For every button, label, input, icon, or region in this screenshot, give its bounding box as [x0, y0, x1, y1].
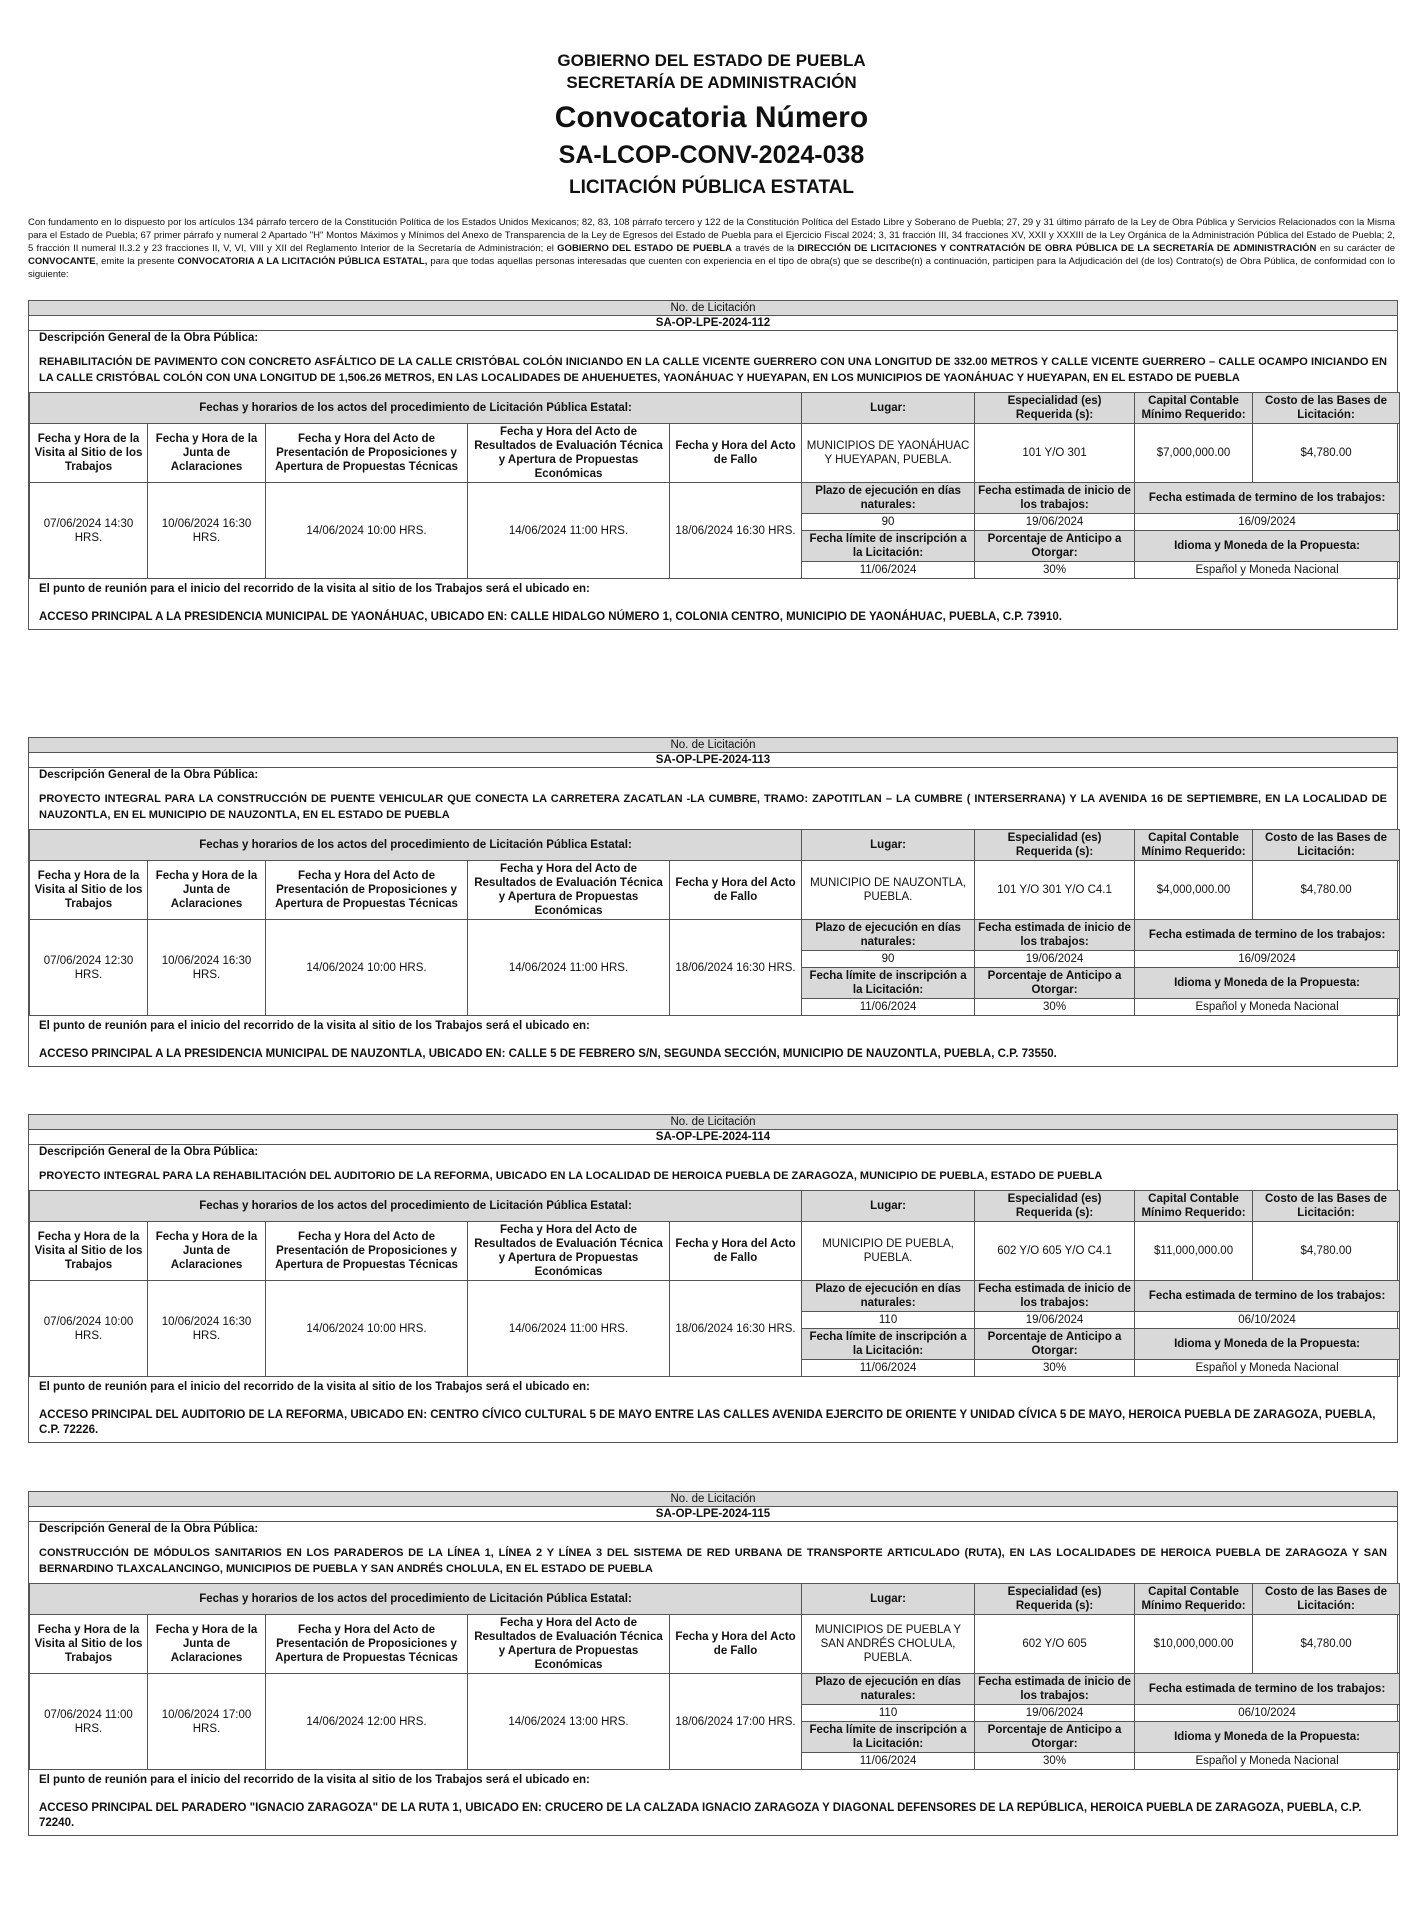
especialidad-header: Especialidad (es) Requerida (s): [975, 393, 1135, 424]
junta-header: Fecha y Hora de la Junta de Aclaraciones [148, 1222, 266, 1281]
fallo-header: Fecha y Hora del Acto de Fallo [670, 1222, 802, 1281]
presentacion-value: 14/06/2024 10:00 HRS. [266, 483, 468, 579]
fechas-horarios-header: Fechas y horarios de los actos del procedimiento de Licitación Pública Estatal: [30, 393, 802, 424]
intro-bold: CONVOCANTE [28, 256, 96, 267]
descripcion-label: Descripción General de la Obra Pública: [39, 332, 259, 344]
resultados-value: 14/06/2024 11:00 HRS. [468, 1281, 670, 1377]
no-licitacion-label: No. de Licitación [29, 1115, 1397, 1130]
termino-value: 06/10/2024 [1135, 1705, 1400, 1722]
idioma-value: Español y Moneda Nacional [1135, 562, 1400, 579]
intro-bold: GOBIERNO DEL ESTADO DE PUEBLA [557, 243, 732, 254]
anticipo-value: 30% [975, 1360, 1135, 1377]
idioma-header: Idioma y Moneda de la Propuesta: [1135, 968, 1400, 999]
presentacion-header: Fecha y Hora del Acto de Presentación de Proposiciones y Apertura de Propuestas Técnicas [266, 1615, 468, 1674]
plazo-header: Plazo de ejecución en días naturales: [802, 1674, 975, 1705]
intro-text: a través de la [731, 243, 798, 254]
inicio-value: 19/06/2024 [975, 951, 1135, 968]
anticipo-value: 30% [975, 562, 1135, 579]
no-licitacion-label: No. de Licitación [29, 1492, 1397, 1507]
licitacion-block [28, 1491, 1398, 1836]
plazo-value: 110 [802, 1312, 975, 1329]
convocatoria-number: SA-LCOP-CONV-2024-038 [558, 141, 865, 169]
anticipo-header: Porcentaje de Anticipo a Otorgar: [975, 968, 1135, 999]
resultados-header: Fecha y Hora del Acto de Resultados de Evaluación Técnica y Apertura de Propuestas Económicas [468, 1222, 670, 1281]
inicio-value: 19/06/2024 [975, 1312, 1135, 1329]
plazo-header: Plazo de ejecución en días naturales: [802, 483, 975, 514]
inicio-value: 19/06/2024 [975, 1705, 1135, 1722]
resultados-value: 14/06/2024 11:00 HRS. [468, 920, 670, 1016]
inicio-header: Fecha estimada de inicio de los trabajos: [975, 1674, 1135, 1705]
inscripcion-header: Fecha límite de inscripción a la Licitación: [802, 1722, 975, 1753]
descripcion-text: PROYECTO INTEGRAL PARA LA CONSTRUCCIÓN DE PUENTE VEHICULAR QUE CONECTA LA CARRETERA ZACATLAN -LA CUMBRE, TRAMO: ZAPOTITLAN – LA CUMBRE ( INTERSERRANA) Y LA AVENIDA 16 DE SEPTIEMBRE, EN LA LOCALIDAD DE NAUZONTLA, EN EL MUNICIPIO DE NAUZONTLA, EN EL ESTADO DE PUEBLA [39, 793, 1387, 821]
inicio-value: 19/06/2024 [975, 514, 1135, 531]
resultados-value: 14/06/2024 13:00 HRS. [468, 1674, 670, 1770]
costo-header: Costo de las Bases de Licitación: [1253, 393, 1400, 424]
anticipo-header: Porcentaje de Anticipo a Otorgar: [975, 1722, 1135, 1753]
inicio-header: Fecha estimada de inicio de los trabajos: [975, 483, 1135, 514]
intro-text: , emite la presente [95, 256, 178, 267]
lugar-value: MUNICIPIO DE NAUZONTLA, PUEBLA. [802, 861, 975, 920]
especialidad-header: Especialidad (es) Requerida (s): [975, 1191, 1135, 1222]
inscripcion-value: 11/06/2024 [802, 1753, 975, 1770]
fechas-horarios-header: Fechas y horarios de los actos del procedimiento de Licitación Pública Estatal: [30, 830, 802, 861]
fallo-header: Fecha y Hora del Acto de Fallo [670, 424, 802, 483]
costo-value: $4,780.00 [1253, 424, 1400, 483]
idioma-value: Español y Moneda Nacional [1135, 999, 1400, 1016]
plazo-value: 110 [802, 1705, 975, 1722]
plazo-value: 90 [802, 951, 975, 968]
anticipo-header: Porcentaje de Anticipo a Otorgar: [975, 531, 1135, 562]
costo-value: $4,780.00 [1253, 861, 1400, 920]
presentacion-header: Fecha y Hora del Acto de Presentación de Proposiciones y Apertura de Propuestas Técnicas [266, 861, 468, 920]
resultados-header: Fecha y Hora del Acto de Resultados de Evaluación Técnica y Apertura de Propuestas Económicas [468, 424, 670, 483]
junta-value: 10/06/2024 16:30 HRS. [148, 483, 266, 579]
visita-header: Fecha y Hora de la Visita al Sitio de los Trabajos [30, 861, 148, 920]
lugar-value: MUNICIPIOS DE YAONÁHUAC Y HUEYAPAN, PUEBLA. [802, 424, 975, 483]
especialidad-value: 101 Y/O 301 [975, 424, 1135, 483]
lugar-header: Lugar: [802, 830, 975, 861]
no-licitacion-label: No. de Licitación [29, 301, 1397, 316]
reunion-label: El punto de reunión para el inicio del recorrido de la visita al sitio de los Trabajos será el ubicado en: [39, 1774, 590, 1786]
junta-header: Fecha y Hora de la Junta de Aclaraciones [148, 861, 266, 920]
inscripcion-header: Fecha límite de inscripción a la Licitación: [802, 968, 975, 999]
termino-header: Fecha estimada de termino de los trabajos: [1135, 1281, 1400, 1312]
acts-table [29, 829, 1400, 1016]
capital-value: $10,000,000.00 [1135, 1615, 1253, 1674]
junta-value: 10/06/2024 16:30 HRS. [148, 1281, 266, 1377]
plazo-header: Plazo de ejecución en días naturales: [802, 1281, 975, 1312]
licitacion-number: SA-OP-LPE-2024-114 [29, 1130, 1397, 1145]
anticipo-header: Porcentaje de Anticipo a Otorgar: [975, 1329, 1135, 1360]
anticipo-value: 30% [975, 1753, 1135, 1770]
reunion-label: El punto de reunión para el inicio del recorrido de la visita al sitio de los Trabajos será el ubicado en: [39, 1381, 590, 1393]
inicio-header: Fecha estimada de inicio de los trabajos: [975, 1281, 1135, 1312]
capital-header: Capital Contable Mínimo Requerido: [1135, 393, 1253, 424]
termino-header: Fecha estimada de termino de los trabajos: [1135, 920, 1400, 951]
descripcion-text: PROYECTO INTEGRAL PARA LA REHABILITACIÓN DEL AUDITORIO DE LA REFORMA, UBICADO EN LA LOCALIDAD DE HEROICA PUEBLA DE ZARAGOZA, MUNICIPIO DE PUEBLA, ESTADO DE PUEBLA [39, 1170, 1103, 1182]
presentacion-value: 14/06/2024 10:00 HRS. [266, 920, 468, 1016]
costo-value: $4,780.00 [1253, 1222, 1400, 1281]
lugar-header: Lugar: [802, 1191, 975, 1222]
termino-header: Fecha estimada de termino de los trabajos: [1135, 1674, 1400, 1705]
secretaria-title: SECRETARÍA DE ADMINISTRACIÓN [566, 73, 857, 92]
document-header [0, 0, 1423, 202]
acts-table [29, 1583, 1400, 1770]
gobierno-title: GOBIERNO DEL ESTADO DE PUEBLA [557, 51, 866, 70]
lugar-header: Lugar: [802, 393, 975, 424]
especialidad-header: Especialidad (es) Requerida (s): [975, 830, 1135, 861]
junta-header: Fecha y Hora de la Junta de Aclaraciones [148, 1615, 266, 1674]
plazo-value: 90 [802, 514, 975, 531]
especialidad-value: 602 Y/O 605 Y/O C4.1 [975, 1222, 1135, 1281]
junta-value: 10/06/2024 16:30 HRS. [148, 920, 266, 1016]
intro-text: en su carácter de [1316, 243, 1396, 254]
reunion-address: ACCESO PRINCIPAL A LA PRESIDENCIA MUNICIPAL DE YAONÁHUAC, UBICADO EN: CALLE HIDALGO NÚMERO 1, COLONIA CENTRO, MUNICIPIO DE YAONÁHUAC, PUEBLA, C.P. 73910. [39, 611, 1062, 623]
termino-value: 16/09/2024 [1135, 514, 1400, 531]
visita-value: 07/06/2024 11:00 HRS. [30, 1674, 148, 1770]
fallo-value: 18/06/2024 17:00 HRS. [670, 1674, 802, 1770]
capital-value: $4,000,000.00 [1135, 861, 1253, 920]
fallo-header: Fecha y Hora del Acto de Fallo [670, 861, 802, 920]
reunion-label: El punto de reunión para el inicio del recorrido de la visita al sitio de los Trabajos será el ubicado en: [39, 583, 590, 595]
licitacion-block [28, 1114, 1398, 1443]
idioma-value: Español y Moneda Nacional [1135, 1360, 1400, 1377]
licitacion-type: LICITACIÓN PÚBLICA ESTATAL [569, 177, 854, 198]
fallo-value: 18/06/2024 16:30 HRS. [670, 920, 802, 1016]
inscripcion-value: 11/06/2024 [802, 562, 975, 579]
capital-header: Capital Contable Mínimo Requerido: [1135, 1584, 1253, 1615]
convocatoria-title: Convocatoria Número [554, 101, 869, 134]
licitacion-block [28, 737, 1398, 1067]
presentacion-value: 14/06/2024 10:00 HRS. [266, 1281, 468, 1377]
inscripcion-value: 11/06/2024 [802, 1360, 975, 1377]
fechas-horarios-header: Fechas y horarios de los actos del procedimiento de Licitación Pública Estatal: [30, 1584, 802, 1615]
acts-table [29, 392, 1400, 579]
visita-header: Fecha y Hora de la Visita al Sitio de los Trabajos [30, 1222, 148, 1281]
resultados-header: Fecha y Hora del Acto de Resultados de Evaluación Técnica y Apertura de Propuestas Económicas [468, 861, 670, 920]
licitacion-number: SA-OP-LPE-2024-112 [29, 316, 1397, 331]
resultados-header: Fecha y Hora del Acto de Resultados de Evaluación Técnica y Apertura de Propuestas Económicas [468, 1615, 670, 1674]
fechas-horarios-header: Fechas y horarios de los actos del procedimiento de Licitación Pública Estatal: [30, 1191, 802, 1222]
visita-value: 07/06/2024 12:30 HRS. [30, 920, 148, 1016]
especialidad-header: Especialidad (es) Requerida (s): [975, 1584, 1135, 1615]
presentacion-header: Fecha y Hora del Acto de Presentación de Proposiciones y Apertura de Propuestas Técnicas [266, 1222, 468, 1281]
intro-text: para que todas aquellas personas interesadas que cuenten con experiencia en el tipo de obra(s) que se describe(n) a continuación, participen para la Adjudicación del (de los) Contrato(s) de Obra Pública, de conformidad con lo siguiente: [28, 256, 1396, 280]
inscripcion-header: Fecha límite de inscripción a la Licitación: [802, 1329, 975, 1360]
especialidad-value: 602 Y/O 605 [975, 1615, 1135, 1674]
idioma-header: Idioma y Moneda de la Propuesta: [1135, 531, 1400, 562]
termino-value: 16/09/2024 [1135, 951, 1400, 968]
acts-table [29, 1190, 1400, 1377]
visita-header: Fecha y Hora de la Visita al Sitio de los Trabajos [30, 1615, 148, 1674]
intro-text: Con fundamento en lo dispuesto por los artículos 134 párrafo tercero de la Constitución Política de los Estados Unidos Mexicanos; 82, 83, 108 párrafo tercero y 122 de la Constitución Política del Estado Libre y Soberano de Puebla; 27, 29 y 31 último párrafo de la Ley de Obra Pública y Servicios Relacionados con la Misma para el Estado de Puebla; 67 primer párrafo y numeral 2 Apartado "H" Montos Máximos y Mínimos del Anexo de Transparencia de la Ley de Egresos del Estado de Puebla para el Ejercicio Fiscal 2024; 3, 31 fracción III, 34 fracciones XV, XXII y XXXIII de la Ley Orgánica de la Administración Pública del Estado de Puebla; 2, 5 fracción II numeral II.3.2 y 23 fracciones II, V, VI, VIII y XII del Reglamento Interior de la Secretaría de Administración; el [28, 217, 1395, 254]
descripcion-label: Descripción General de la Obra Pública: [39, 769, 259, 781]
licitacion-block [28, 300, 1398, 630]
idioma-header: Idioma y Moneda de la Propuesta: [1135, 1722, 1400, 1753]
idioma-value: Español y Moneda Nacional [1135, 1753, 1400, 1770]
visita-header: Fecha y Hora de la Visita al Sitio de los Trabajos [30, 424, 148, 483]
junta-value: 10/06/2024 17:00 HRS. [148, 1674, 266, 1770]
intro-bold: DIRECCIÓN DE LICITACIONES Y CONTRATACIÓN DE OBRA PÚBLICA DE LA SECRETARÍA DE ADMINISTRACIÓN [797, 243, 1317, 254]
fallo-value: 18/06/2024 16:30 HRS. [670, 1281, 802, 1377]
no-licitacion-label: No. de Licitación [29, 738, 1397, 753]
presentacion-header: Fecha y Hora del Acto de Presentación de Proposiciones y Apertura de Propuestas Técnicas [266, 424, 468, 483]
plazo-header: Plazo de ejecución en días naturales: [802, 920, 975, 951]
reunion-label: El punto de reunión para el inicio del recorrido de la visita al sitio de los Trabajos será el ubicado en: [39, 1020, 590, 1032]
licitacion-number: SA-OP-LPE-2024-115 [29, 1507, 1397, 1522]
reunion-address: ACCESO PRINCIPAL A LA PRESIDENCIA MUNICIPAL DE NAUZONTLA, UBICADO EN: CALLE 5 DE FEBRERO S/N, SEGUNDA SECCIÓN, MUNICIPIO DE NAUZONTLA, PUEBLA, C.P. 73550. [39, 1048, 1057, 1060]
costo-value: $4,780.00 [1253, 1615, 1400, 1674]
fallo-value: 18/06/2024 16:30 HRS. [670, 483, 802, 579]
intro-paragraph [28, 216, 1395, 281]
anticipo-value: 30% [975, 999, 1135, 1016]
licitacion-number: SA-OP-LPE-2024-113 [29, 753, 1397, 768]
resultados-value: 14/06/2024 11:00 HRS. [468, 483, 670, 579]
visita-value: 07/06/2024 10:00 HRS. [30, 1281, 148, 1377]
lugar-value: MUNICIPIOS DE PUEBLA Y SAN ANDRÉS CHOLULA, PUEBLA. [802, 1615, 975, 1674]
presentacion-value: 14/06/2024 12:00 HRS. [266, 1674, 468, 1770]
capital-header: Capital Contable Mínimo Requerido: [1135, 1191, 1253, 1222]
descripcion-text: REHABILITACIÓN DE PAVIMENTO CON CONCRETO ASFÁLTICO DE LA CALLE CRISTÓBAL COLÓN INICIANDO EN LA CALLE VICENTE GUERRERO CON UNA LONGITUD DE 332.00 METROS Y CALLE VICENTE GUERRERO – CALLE OCAMPO INICIANDO EN LA CALLE CRISTÓBAL COLÓN CON UNA LONGITUD DE 1,506.26 METROS, EN LAS LOCALIDADES DE AHUEHUETES, YAONÁHUAC Y HUEYAPAN, EN LOS MUNICIPIOS DE YAONÁHUAC Y HUEYAPAN, EN EL ESTADO DE PUEBLA [39, 356, 1387, 384]
idioma-header: Idioma y Moneda de la Propuesta: [1135, 1329, 1400, 1360]
reunion-address: ACCESO PRINCIPAL DEL PARADERO "IGNACIO ZARAGOZA" DE LA RUTA 1, UBICADO EN: CRUCERO DE LA CALZADA IGNACIO ZARAGOZA Y DIAGONAL DEFENSORES DE LA REPÚBLICA, HEROICA PUEBLA DE ZARAGOZA, PUEBLA, C.P. 72240. [39, 1802, 1362, 1829]
descripcion-text: CONSTRUCCIÓN DE MÓDULOS SANITARIOS EN LOS PARADEROS DE LA LÍNEA 1, LÍNEA 2 Y LÍNEA 3 DEL SISTEMA DE RED URBANA DE TRANSPORTE ARTICULADO (RUTA), EN LAS LOCALIDADES DE HEROICA PUEBLA DE ZARAGOZA Y SAN BERNARDINO TLAXCALANCINGO, MUNICIPIOS DE PUEBLA Y SAN ANDRÉS CHOLULA, EN EL ESTADO DE PUEBLA [39, 1547, 1387, 1575]
inscripcion-header: Fecha límite de inscripción a la Licitación: [802, 531, 975, 562]
descripcion-label: Descripción General de la Obra Pública: [39, 1523, 259, 1535]
inscripcion-value: 11/06/2024 [802, 999, 975, 1016]
capital-header: Capital Contable Mínimo Requerido: [1135, 830, 1253, 861]
reunion-address: ACCESO PRINCIPAL DEL AUDITORIO DE LA REFORMA, UBICADO EN: CENTRO CÍVICO CULTURAL 5 DE MAYO ENTRE LAS CALLES AVENIDA EJERCITO DE ORIENTE Y UNIDAD CÍVICA 5 DE MAYO, HEROICA PUEBLA DE ZARAGOZA, PUEBLA, C.P. 72226. [39, 1409, 1376, 1436]
termino-value: 06/10/2024 [1135, 1312, 1400, 1329]
capital-value: $7,000,000.00 [1135, 424, 1253, 483]
termino-header: Fecha estimada de termino de los trabajos: [1135, 483, 1400, 514]
visita-value: 07/06/2024 14:30 HRS. [30, 483, 148, 579]
junta-header: Fecha y Hora de la Junta de Aclaraciones [148, 424, 266, 483]
costo-header: Costo de las Bases de Licitación: [1253, 830, 1400, 861]
lugar-value: MUNICIPIO DE PUEBLA, PUEBLA. [802, 1222, 975, 1281]
capital-value: $11,000,000.00 [1135, 1222, 1253, 1281]
especialidad-value: 101 Y/O 301 Y/O C4.1 [975, 861, 1135, 920]
intro-bold: CONVOCATORIA A LA LICITACIÓN PÚBLICA ESTATAL, [177, 256, 428, 267]
inicio-header: Fecha estimada de inicio de los trabajos: [975, 920, 1135, 951]
costo-header: Costo de las Bases de Licitación: [1253, 1584, 1400, 1615]
fallo-header: Fecha y Hora del Acto de Fallo [670, 1615, 802, 1674]
costo-header: Costo de las Bases de Licitación: [1253, 1191, 1400, 1222]
lugar-header: Lugar: [802, 1584, 975, 1615]
descripcion-label: Descripción General de la Obra Pública: [39, 1146, 259, 1158]
